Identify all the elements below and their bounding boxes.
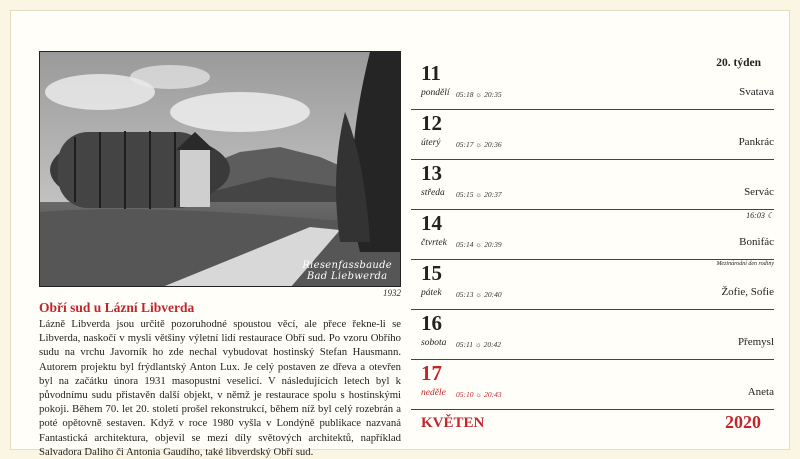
day-number: 17: [421, 361, 442, 385]
name-day: Aneta: [747, 386, 774, 398]
name-day: Přemysl: [737, 336, 774, 348]
day-row: [411, 61, 774, 110]
name-day: Svatava: [739, 86, 774, 98]
sun-times: 05:10 ☼ 20:43: [456, 390, 502, 399]
sun-times: 05:14 ☼ 20:39: [456, 240, 502, 249]
day-row: [411, 311, 774, 360]
day-number: 13: [421, 161, 442, 185]
day-name: pondělí: [421, 88, 450, 98]
day-number: 16: [421, 311, 442, 335]
sun-times: 05:17 ☼ 20:36: [456, 140, 502, 149]
day-row: [411, 261, 774, 310]
calendar-page: [10, 10, 790, 458]
day-number: 11: [421, 61, 441, 85]
day-number: 15: [421, 261, 442, 285]
name-day: Žofie, Sofie: [721, 286, 774, 298]
barrel-building-image: [40, 52, 401, 287]
sun-times: 05:11 ☼ 20:42: [456, 340, 502, 349]
day-number: 14: [421, 211, 442, 235]
sun-times: 05:18 ☼ 20:35: [456, 90, 502, 99]
day-row: [411, 161, 774, 220]
day-name: čtvrtek: [421, 238, 447, 248]
sun-times: 05:15 ☼ 20:37: [456, 190, 502, 199]
day-row: [411, 361, 774, 410]
name-day: Servác: [744, 186, 774, 198]
moon-phase: 16:03 ☾: [746, 211, 774, 220]
sun-times: 05:13 ☼ 20:40: [456, 290, 502, 299]
overlay-line-2: Bad Liebwerda: [306, 271, 388, 282]
day-note: Mezinárodní den rodiny: [716, 261, 774, 267]
overlay-line-1: Riesenfassbaude: [302, 260, 392, 271]
day-name: sobota: [421, 338, 447, 348]
day-row: [411, 211, 774, 267]
day-number: 12: [421, 111, 442, 135]
day-row: [411, 111, 774, 160]
article-body: Lázně Libverda jsou určitě pozoruhodné spoustou věcí, ale přece řekne-li se Libverda, naskočí v mysli většiny výletní lidí restaurace Obří sud. Po vzoru Obřího sudu na vrchu Javorník ho zde nechal vybudovat hostinský Stefan Hausmann. Autorem projektu byl frýdlantský Anton Lux. Je celý postaven ze dřeva a otevřen byl na začátku února 1931 masopustní veselicí. V následujících letech byl k původnímu sudu přistavěn další objekt, v němž je restaurace spolu s hostinskými pokoji. Během 70. let 20. století prošel rekonstrukcí, během níž byl celý rozebrán a poté opětovně sestaven. Když v roce 1980 vyšla v Londýně publikace nazvaná Fantastická architektura, objevil se mezi díly světových architektů, například Salvadora Daliho či Antonia Gaudího, také libverdský Obří sud.: [39, 318, 401, 458]
day-name: středa: [421, 188, 445, 198]
month-label: KVĚTEN: [421, 415, 485, 431]
article-title: Obří sud u Lázní Libverda: [39, 300, 195, 315]
week-label: 20. týden: [716, 57, 761, 69]
historic-photo: [39, 51, 401, 287]
year-label: 2020: [725, 412, 761, 432]
photo-year: 1932: [383, 288, 401, 298]
name-day: Pankrác: [738, 136, 774, 148]
day-name: pátek: [421, 288, 442, 298]
photo-overlay-caption: [302, 260, 392, 282]
name-day: Bonifác: [739, 236, 774, 248]
day-name: neděle: [421, 388, 446, 398]
day-name: úterý: [421, 138, 441, 148]
